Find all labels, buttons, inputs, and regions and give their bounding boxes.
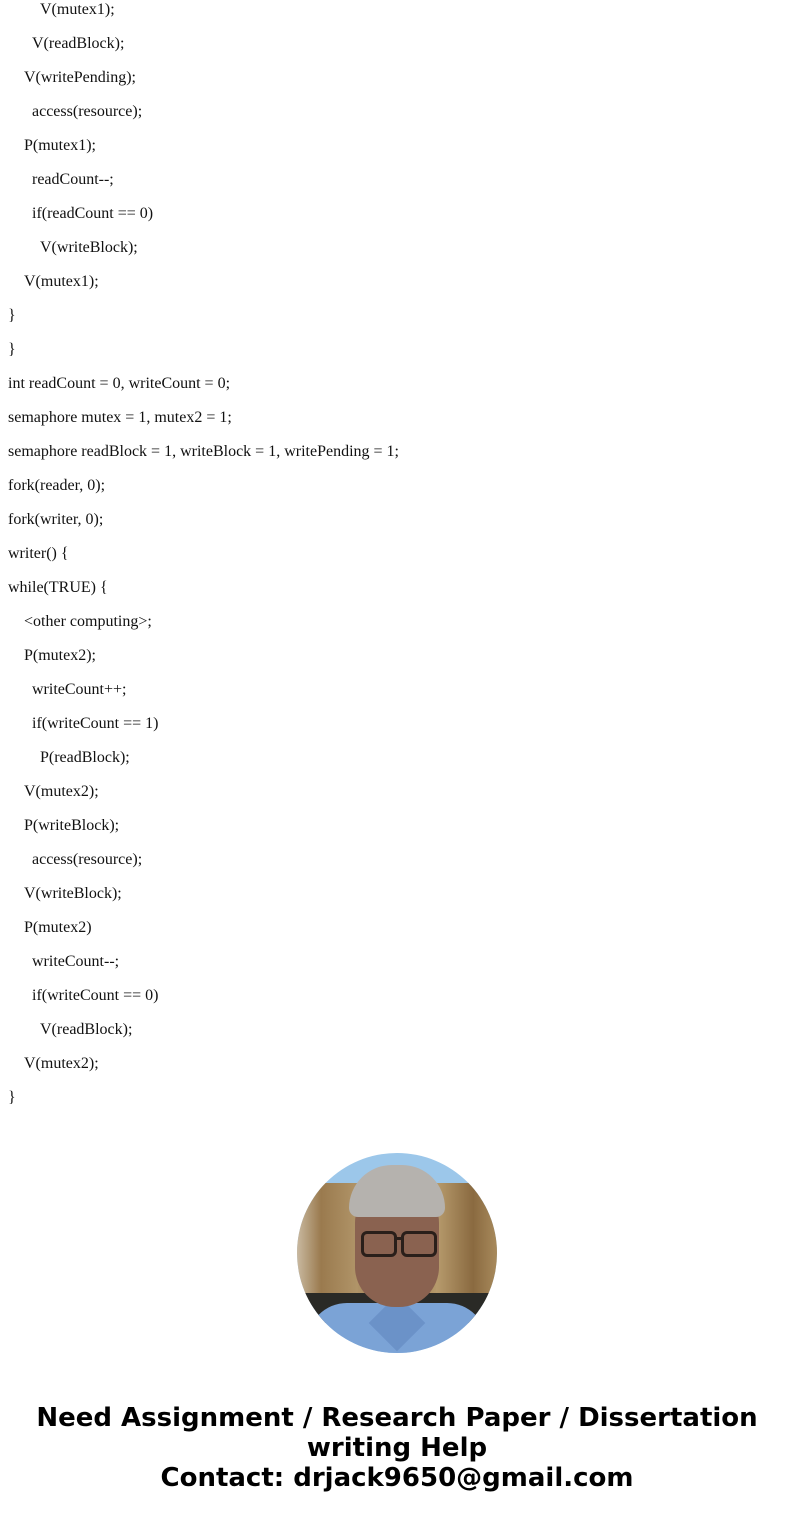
code-line: P(readBlock);: [40, 749, 130, 766]
code-line: access(resource);: [32, 103, 143, 120]
code-line: V(mutex1);: [40, 1, 115, 18]
code-line: P(mutex2);: [24, 647, 96, 664]
code-line: V(mutex2);: [24, 1055, 99, 1072]
code-line: int readCount = 0, writeCount = 0;: [8, 375, 231, 392]
glasses-icon: [401, 1231, 437, 1257]
code-line: semaphore readBlock = 1, writeBlock = 1, writePending = 1;: [8, 443, 399, 460]
code-line: fork(reader, 0);: [8, 477, 106, 494]
code-line: V(readBlock);: [40, 1021, 133, 1038]
photo-hair: [349, 1165, 445, 1217]
promo-line-2: writing Help: [306, 1433, 488, 1463]
author-photo: [297, 1153, 497, 1353]
code-line: V(writeBlock);: [24, 885, 122, 902]
code-line: P(mutex2): [24, 919, 92, 936]
code-line: writeCount++;: [32, 681, 127, 698]
code-line: V(readBlock);: [32, 35, 125, 52]
glasses-icon: [361, 1231, 397, 1257]
code-line: P(writeBlock);: [24, 817, 120, 834]
code-line: if(readCount == 0): [32, 205, 154, 222]
code-line: semaphore mutex = 1, mutex2 = 1;: [8, 409, 232, 426]
code-line: V(mutex1);: [24, 273, 99, 290]
code-line: readCount--;: [32, 171, 114, 188]
code-line: V(mutex2);: [24, 783, 99, 800]
code-line: while(TRUE) {: [8, 579, 108, 596]
promo-line-1: Need Assignment / Research Paper / Dissertation: [36, 1403, 758, 1433]
code-line: P(mutex1);: [24, 137, 96, 154]
code-line: }: [8, 307, 16, 324]
code-line: V(writePending);: [24, 69, 136, 86]
code-line: access(resource);: [32, 851, 143, 868]
promo-banner: [0, 1403, 794, 1493]
promo-contact[interactable]: Contact: drjack9650@gmail.com: [160, 1463, 634, 1493]
code-line: }: [8, 341, 16, 358]
code-line: }: [8, 1089, 16, 1106]
code-line: <other computing>;: [24, 613, 152, 630]
code-line: fork(writer, 0);: [8, 511, 104, 528]
code-line: writeCount--;: [32, 953, 120, 970]
code-line: if(writeCount == 0): [32, 987, 159, 1004]
code-line: if(writeCount == 1): [32, 715, 159, 732]
glasses-bridge: [394, 1237, 404, 1240]
code-line: V(writeBlock);: [40, 239, 138, 256]
code-line: writer() {: [8, 545, 69, 562]
